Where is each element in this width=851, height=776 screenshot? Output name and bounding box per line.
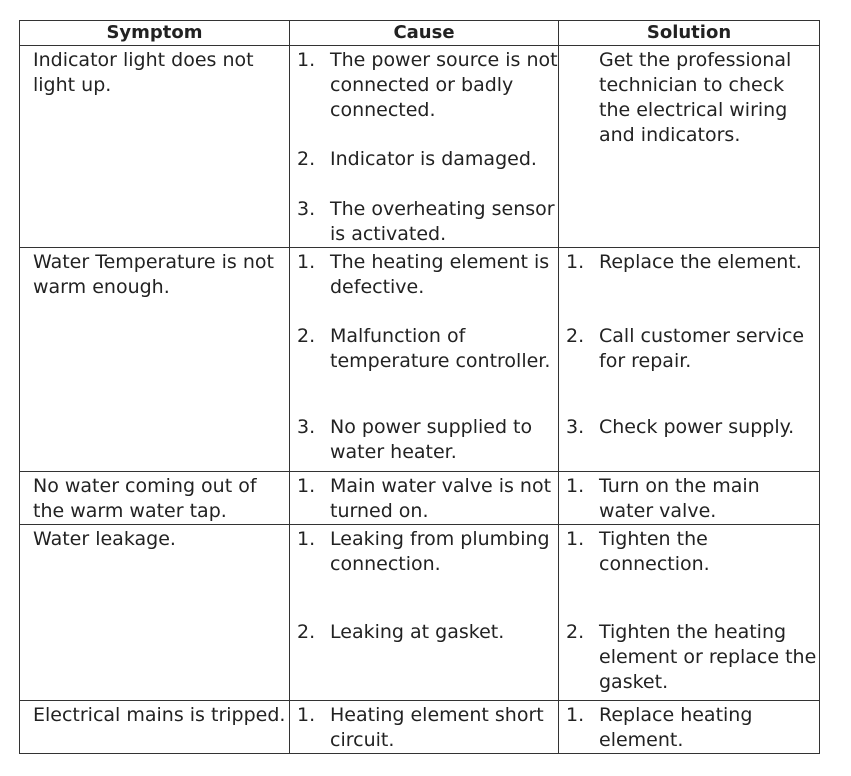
symptom-cell [20, 472, 290, 525]
table-row [20, 248, 820, 472]
item-text: Tighten the heating element or replace the gasket. [599, 621, 817, 693]
symptom-text: Water leakage. [33, 528, 176, 550]
cause-item [290, 48, 558, 147]
header-solution: Solution [559, 21, 820, 46]
symptom-cell [20, 248, 290, 472]
symptom-text: Water Temperature is not warm enough. [33, 251, 274, 298]
solution-item [559, 474, 819, 524]
item-number: 1. [566, 475, 585, 497]
symptom-text: Electrical mains is tripped. [33, 704, 286, 726]
solution-cell [559, 472, 820, 525]
item-number: 3. [297, 416, 316, 438]
symptom-cell [20, 701, 290, 754]
table-row [20, 525, 820, 701]
item-text: Replace heating element. [599, 704, 753, 751]
solution-cell [559, 248, 820, 472]
table-row [20, 46, 820, 248]
symptom-text: No water coming out of the warm water tap. [33, 475, 257, 522]
cause-item [290, 415, 558, 465]
item-text: Main water valve is not turned on. [330, 475, 552, 522]
item-text: Check power supply. [599, 416, 795, 438]
solution-item [559, 527, 819, 620]
item-text: Turn on the main water valve. [599, 475, 760, 522]
solution-item [559, 250, 819, 324]
cause-cell [290, 701, 559, 754]
solution-cell [559, 701, 820, 754]
item-number: 3. [297, 198, 316, 220]
table-row [20, 701, 820, 754]
cause-item [290, 197, 558, 247]
item-number: 3. [566, 416, 585, 438]
cause-cell [290, 248, 559, 472]
table-row [20, 472, 820, 525]
troubleshooting-table [19, 20, 820, 754]
header-symptom: Symptom [20, 21, 290, 46]
solution-item [559, 415, 819, 440]
item-number: 2. [297, 148, 316, 170]
solution-item [559, 703, 819, 753]
cause-item [290, 250, 558, 324]
item-text: Leaking from plumbing connection. [330, 528, 550, 575]
item-text: The heating element is defective. [330, 251, 550, 298]
symptom-cell [20, 46, 290, 248]
item-text: Leaking at gasket. [330, 621, 505, 643]
solution-item [559, 620, 819, 695]
item-number: 1. [566, 704, 585, 726]
item-number: 1. [566, 251, 585, 273]
cause-item [290, 703, 558, 753]
item-number: 1. [297, 704, 316, 726]
item-text: Replace the element. [599, 251, 802, 273]
symptom-cell [20, 525, 290, 701]
item-text: No power supplied to water heater. [330, 416, 533, 463]
cause-item [290, 527, 558, 620]
item-text: Heating element short circuit. [330, 704, 544, 751]
cause-cell [290, 472, 559, 525]
header-cause: Cause [290, 21, 559, 46]
item-text: Indicator is damaged. [330, 148, 537, 170]
item-text: Call customer service for repair. [599, 325, 805, 372]
item-number: 1. [297, 475, 316, 497]
symptom-text: Indicator light does not light up. [33, 49, 254, 96]
solution-cell [559, 46, 820, 248]
item-number: 1. [297, 49, 316, 71]
solution-cell [559, 525, 820, 701]
item-number: 1. [297, 528, 316, 550]
item-number: 1. [297, 251, 316, 273]
item-number: 1. [566, 528, 585, 550]
cause-item [290, 474, 558, 524]
item-number: 2. [297, 621, 316, 643]
cause-cell [290, 525, 559, 701]
item-number: 2. [566, 325, 585, 347]
cause-item [290, 147, 558, 197]
item-text: The overheating sensor is activated. [330, 198, 555, 245]
solution-text: Get the professional technician to check the electrical wiring and indicators. [599, 49, 792, 146]
cause-item [290, 324, 558, 415]
item-text: The power source is not connected or badly connected. [330, 49, 558, 121]
header-row [20, 21, 820, 46]
cause-cell [290, 46, 559, 248]
item-text: Malfunction of temperature controller. [330, 325, 551, 372]
solution-item [559, 324, 819, 415]
item-number: 2. [566, 621, 585, 643]
cause-item [290, 620, 558, 645]
item-text: Tighten the connection. [599, 528, 710, 575]
item-number: 2. [297, 325, 316, 347]
